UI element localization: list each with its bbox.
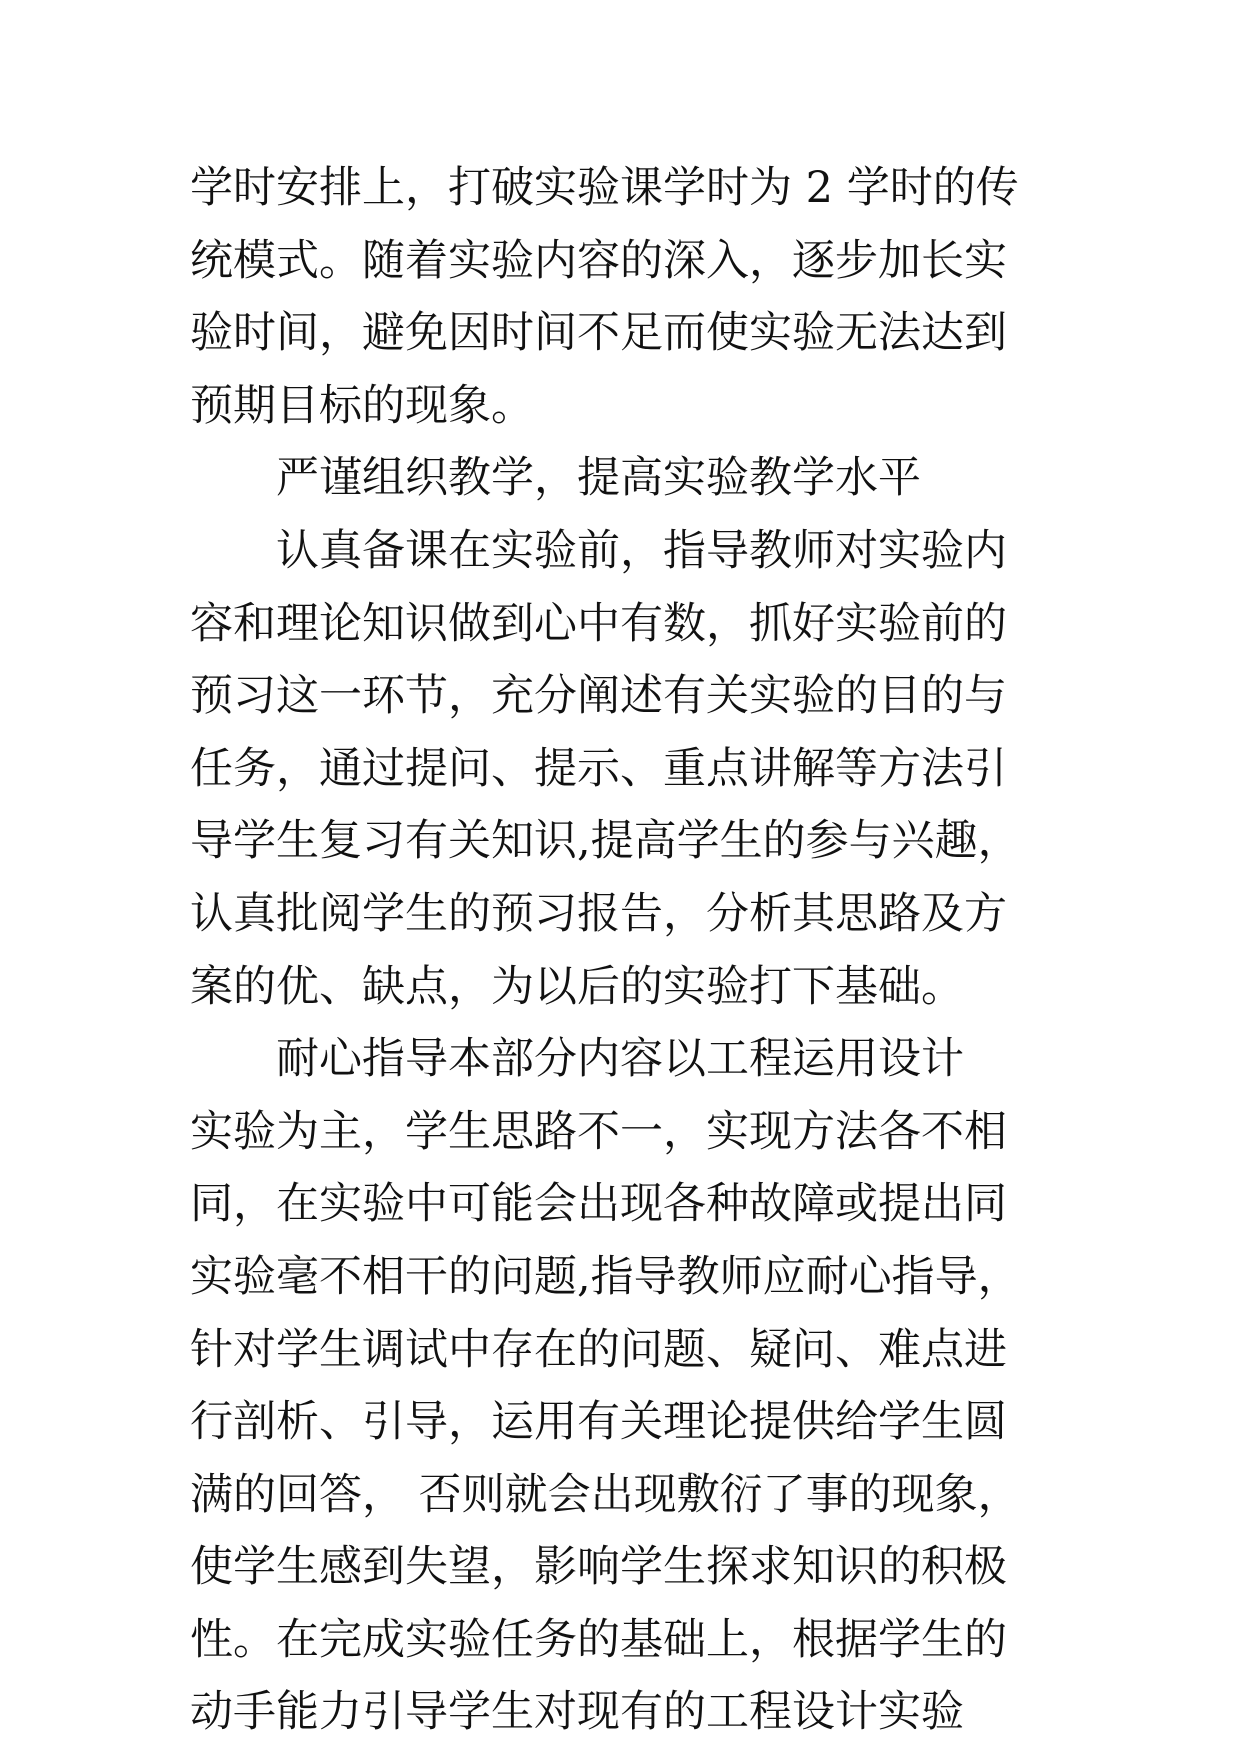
text-line: 容和理论知识做到心中有数，抓好实验前的 (190, 598, 1007, 649)
text-line: 实验毫不相干的问题,指导教师应耐心指导， (190, 1251, 1021, 1302)
text-line: 统模式。随着实验内容的深入，逐步加长实 (190, 235, 1007, 286)
text-line: 认真批阅学生的预习报告，分析其思路及方 (190, 888, 1007, 939)
text-line: 针对学生调试中存在的问题、疑问、难点进 (190, 1324, 1007, 1375)
body-text (190, 152, 1060, 1749)
text-line: 性。在完成实验任务的基础上，根据学生的 (190, 1614, 1007, 1665)
text-line: 导学生复习有关知识,提高学生的参与兴趣， (190, 816, 1021, 867)
section-heading: 严谨组织教学，提高实验教学水平 (276, 453, 921, 504)
text-line: 预习这一环节，充分阐述有关实验的目的与 (190, 671, 1007, 722)
text-line: 学时安排上，打破实验课学时为 2 学时的传 (190, 163, 1019, 213)
text-line: 同，在实验中可能会出现各种故障或提出同 (190, 1179, 1007, 1230)
text-line: 满的回答， 否则就会出现敷衍了事的现象， (190, 1469, 1021, 1520)
text-line: 动手能力引导学生对现有的工程设计实验 (190, 1687, 964, 1738)
text-line: 使学生感到失望，影响学生探求知识的积极 (190, 1542, 1007, 1593)
paragraph-start: 耐心指导本部分内容以工程运用设计 (276, 1034, 964, 1085)
paragraph-start: 认真备课在实验前，指导教师对实验内 (276, 525, 1007, 576)
text-line: 实验为主，学生思路不一，实现方法各不相 (190, 1106, 1007, 1157)
text-line: 任务，通过提问、提示、重点讲解等方法引 (190, 743, 1007, 794)
text-line: 行剖析、引导，运用有关理论提供给学生圆 (190, 1397, 1007, 1448)
text-line: 验时间，避免因时间不足而使实验无法达到 (190, 308, 1007, 359)
text-line: 案的优、缺点，为以后的实验打下基础。 (190, 961, 964, 1012)
text-line: 预期目标的现象。 (190, 380, 534, 431)
